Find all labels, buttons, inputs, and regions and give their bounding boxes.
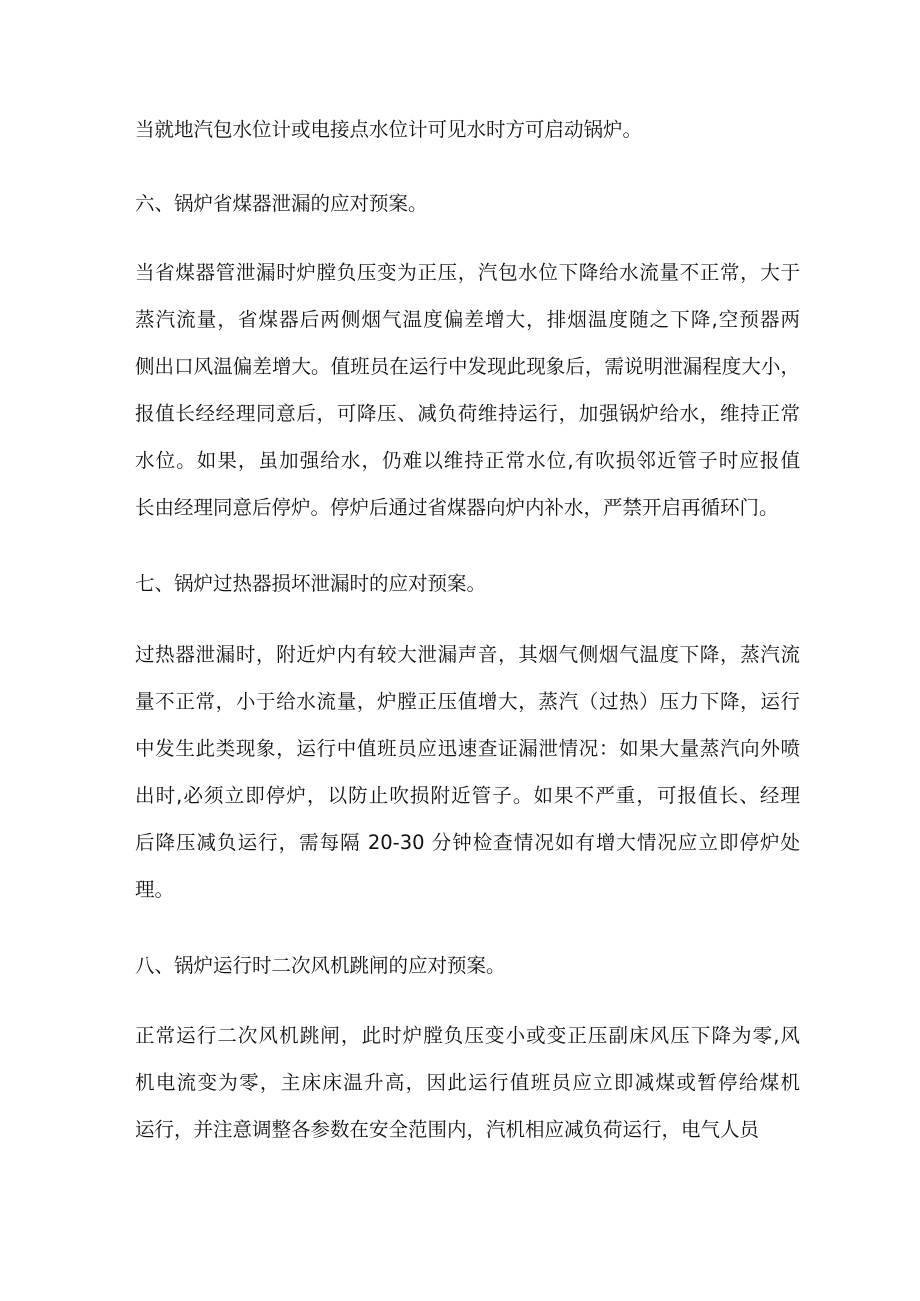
text-line: 侧出口风温偏差增大。值班员在运行中发现此现象后，需说明泄漏程度大小， bbox=[135, 355, 800, 378]
heading-section-7 bbox=[135, 560, 800, 607]
text-line: 理。 bbox=[135, 878, 175, 901]
text-line: 机电流变为零，主床床温升高，因此运行值班员应立即减煤或暂停给煤机 bbox=[135, 1071, 800, 1094]
text-line: 报值长经经理同意后，可降压、减负荷维持运行，加强锅炉给水，维持正常 bbox=[135, 402, 800, 425]
text-line: 当就地汽包水位计或电接点水位计可见水时方可启动锅炉。 bbox=[135, 118, 643, 141]
text-line: 水位。如果，虽加强给水，仍难以维持正常水位,有吹损邻近管子时应报值 bbox=[135, 449, 800, 472]
text-line: 运行，并注意调整各参数在安全范围内，汽机相应减负荷运行，电气人员 bbox=[135, 1118, 760, 1141]
text-line: 中发生此类现象，运行中值班员应迅速查证漏泄情况：如果大量蒸汽向外喷 bbox=[135, 737, 800, 760]
section-heading: 六、锅炉省煤器泄漏的应对预案。 bbox=[135, 192, 428, 215]
paragraph-economizer-leak bbox=[135, 249, 800, 531]
heading-section-6 bbox=[135, 180, 800, 227]
text-line: 当省煤器管泄漏时炉膛负压变为正压，汽包水位下降给水流量不正常，大于 bbox=[135, 261, 800, 284]
heading-section-8 bbox=[135, 942, 800, 989]
section-heading: 八、锅炉运行时二次风机跳闸的应对预案。 bbox=[135, 954, 506, 977]
text-line last: 长由经理同意后停炉。停炉后通过省煤器向炉内补水，严禁开启再循环门。 bbox=[135, 496, 779, 519]
paragraph-superheater-leak bbox=[135, 631, 800, 913]
section-heading: 七、锅炉过热器损坏泄漏时的应对预案。 bbox=[135, 572, 487, 595]
paragraph-startup-condition bbox=[135, 106, 800, 153]
text-line: 过热器泄漏时，附近炉内有较大泄漏声音，其烟气侧烟气温度下降，蒸汽流 bbox=[135, 643, 800, 666]
text-line: 出时,必须立即停炉，以防止吹损附近管子。如果不严重，可报值长、经理 bbox=[135, 784, 800, 807]
text-line: 蒸汽流量，省煤器后两侧烟气温度偏差增大，排烟温度随之下降,空预器两 bbox=[135, 308, 800, 331]
paragraph-secondary-fan-trip bbox=[135, 1012, 800, 1153]
text-line: 后降压减负运行，需每隔 20-30 分钟检查情况如有增大情况应立即停炉处 bbox=[135, 831, 800, 854]
text-line: 量不正常，小于给水流量，炉膛正压值增大，蒸汽（过热）压力下降，运行 bbox=[135, 690, 800, 713]
text-line: 正常运行二次风机跳闸，此时炉膛负压变小或变正压副床风压下降为零,风 bbox=[135, 1024, 800, 1047]
